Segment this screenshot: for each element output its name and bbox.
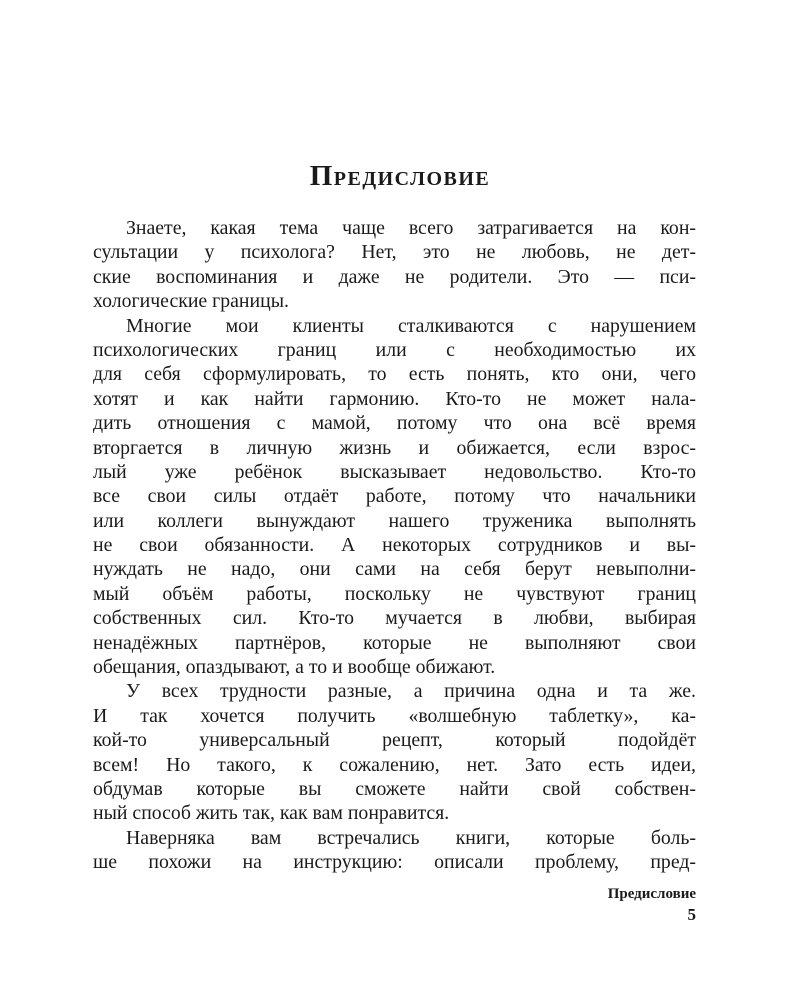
text-line: сультации у психолога? Нет, это не любовь, не дет- bbox=[93, 241, 696, 264]
page-number: 5 bbox=[687, 905, 696, 924]
text-line: вторгается в личную жизнь и обижается, если взрос- bbox=[93, 436, 696, 459]
text-line: ские воспоминания и даже не родители. Это — пси- bbox=[93, 265, 696, 288]
text-line: ный способ жить так, как вам понравится. bbox=[93, 802, 450, 825]
body-text bbox=[93, 216, 696, 875]
text-line: У всех трудности разные, а причина одна и та же. bbox=[126, 680, 696, 703]
text-line: ше похожи на инструкцию: описали проблему, пред- bbox=[93, 851, 696, 874]
text-line: для себя сформулировать, то есть понять, кто они, чего bbox=[93, 363, 696, 386]
text-line: ненадёжных партнёров, которые не выполняют свои bbox=[93, 631, 696, 654]
text-line: мый объём работы, поскольку не чувствуют границ bbox=[93, 582, 696, 605]
text-line: кой-то универсальный рецепт, который подойдёт bbox=[93, 729, 696, 752]
text-line: лый уже ребёнок высказывает недовольство. Кто-то bbox=[93, 460, 696, 483]
text-line: не свои обязанности. А некоторых сотрудников и вы- bbox=[93, 534, 696, 557]
text-line: Наверняка вам встречались книги, которые боль- bbox=[126, 826, 696, 849]
text-line: И так хочется получить «волшебную таблетку», ка- bbox=[93, 704, 696, 727]
text-line: обещания, опаздывают, а то и вообще обижают. bbox=[93, 656, 496, 679]
text-line: все свои силы отдаёт работе, потому что начальники bbox=[93, 485, 696, 508]
text-line: Знаете, какая тема чаще всего затрагивается на кон- bbox=[126, 217, 696, 239]
text-line: обдумав которые вы сможете найти свой собствен- bbox=[93, 777, 696, 800]
text-line: всем! Но такого, к сожалению, нет. Зато есть идеи, bbox=[93, 753, 696, 776]
text-line: Многие мои клиенты сталкиваются с нарушением bbox=[126, 314, 696, 337]
text-line: дить отношения с мамой, потому что она всё время bbox=[93, 412, 696, 435]
text-line: нуждать не надо, они сами на себя берут невыполни- bbox=[93, 558, 696, 581]
page-title: Предисловие bbox=[309, 160, 491, 192]
running-title: Предисловие bbox=[607, 886, 696, 902]
text-line: или коллеги вынуждают нашего труженика выполнять bbox=[93, 509, 696, 532]
running-footer bbox=[608, 884, 696, 926]
text-line: хотят и как найти гармонию. Кто-то не может нала- bbox=[93, 387, 696, 410]
text-line: хологические границы. bbox=[93, 290, 289, 313]
text-line: психологических границ или с необходимостью их bbox=[93, 338, 696, 361]
text-line: собственных сил. Кто-то мучается в любви, выбирая bbox=[93, 607, 696, 630]
